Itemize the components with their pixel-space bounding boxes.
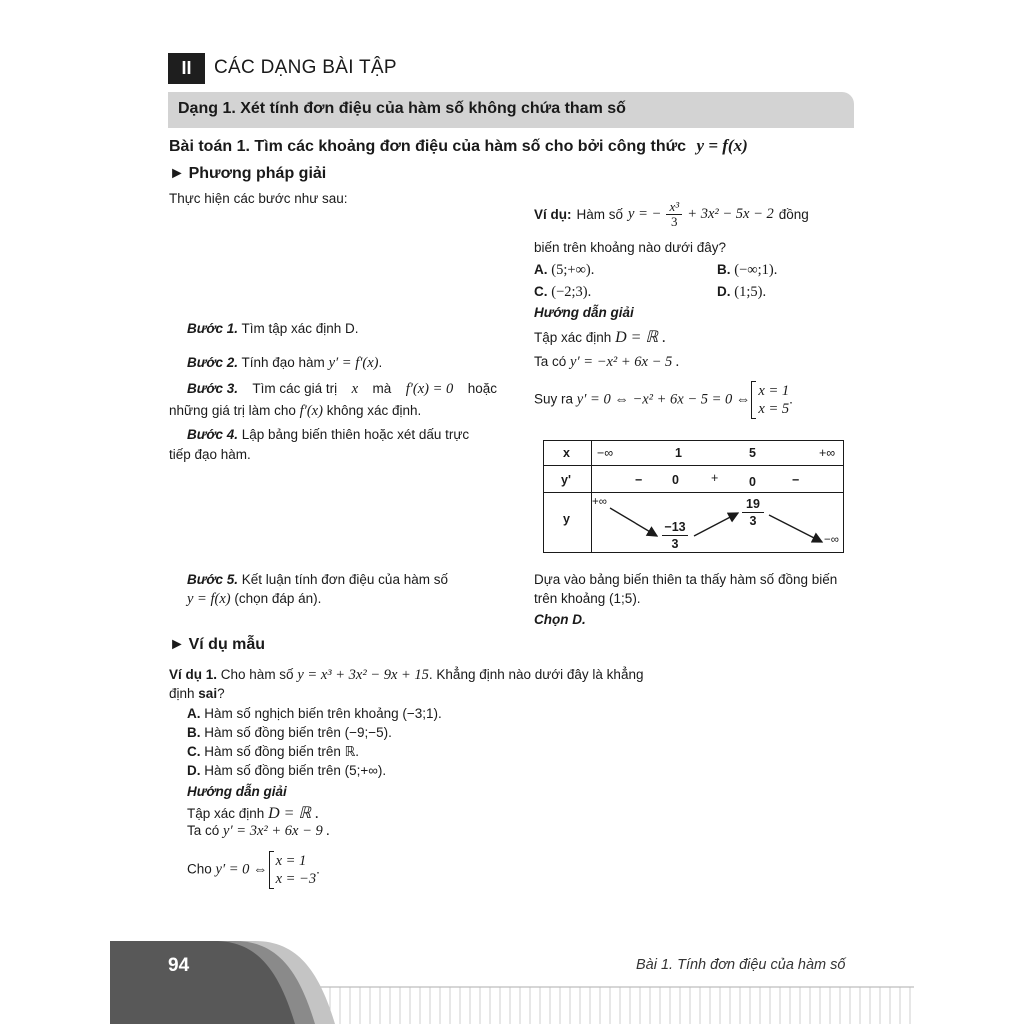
minimum-numerator: −13 bbox=[664, 520, 686, 534]
step-5-text: Kết luận tính đơn điệu của hàm số bbox=[241, 572, 448, 587]
option-c-label: C. bbox=[534, 284, 548, 299]
example-conclusion-2: trên khoảng (1;5). bbox=[534, 591, 641, 606]
sample-question bbox=[169, 667, 643, 684]
step-1-label: Bước 1. bbox=[187, 321, 238, 336]
step-4-label: Bước 4. bbox=[187, 427, 238, 442]
step-1 bbox=[187, 321, 359, 336]
root-2: x = 5 bbox=[758, 401, 790, 417]
table-x-neg-inf: −∞ bbox=[597, 446, 614, 460]
section-title: CÁC DẠNG BÀI TẬP bbox=[214, 57, 397, 78]
step-2-text: Tính đạo hàm bbox=[241, 355, 325, 370]
section-number-badge: II bbox=[168, 53, 205, 84]
example-domain-formula: D = ℝ . bbox=[615, 329, 667, 346]
maximum-denominator: 3 bbox=[749, 514, 757, 528]
step-2-label: Bước 2. bbox=[187, 355, 238, 370]
step-3-line2-text-b: không xác định. bbox=[326, 403, 422, 418]
example-fraction-numerator: x³ bbox=[669, 199, 680, 214]
minimum-denominator: 3 bbox=[671, 537, 679, 551]
method-heading-text: Phương pháp giải bbox=[188, 165, 327, 182]
example-text-a: Hàm số bbox=[576, 207, 624, 222]
example-fraction-denominator: 3 bbox=[671, 214, 678, 229]
step-5-formula: y = f(x) bbox=[187, 591, 231, 607]
root-1: x = 1 bbox=[758, 383, 790, 399]
step-3 bbox=[187, 381, 497, 398]
sample-text-a: Cho hàm số bbox=[220, 667, 294, 682]
sample-roots: Cho y′ = 0 ⇔x = 1 x = −3. bbox=[187, 853, 320, 887]
step-5-line-2 bbox=[187, 591, 321, 608]
table-yp-sign-3: − bbox=[792, 473, 800, 487]
triangle-right-icon: ► bbox=[169, 165, 185, 182]
method-heading bbox=[169, 165, 326, 183]
method-intro: Thực hiện các bước như sau: bbox=[169, 191, 348, 206]
sample-option-a-label: A. bbox=[187, 706, 201, 721]
option-a-label: A. bbox=[534, 262, 548, 277]
step-3-text-c: hoặc bbox=[467, 381, 497, 396]
example-label: Ví dụ: bbox=[534, 207, 572, 222]
sample-option-a bbox=[187, 706, 442, 721]
table-yp-zero-1: 0 bbox=[672, 473, 679, 487]
sample-label: Ví dụ 1. bbox=[169, 667, 218, 682]
table-yp-zero-2: 0 bbox=[749, 475, 756, 489]
example-solution-heading: Hướng dẫn giải bbox=[534, 305, 634, 320]
sample-root-2: x = −3 bbox=[275, 871, 317, 887]
option-a-value: (5;+∞). bbox=[551, 262, 595, 278]
option-c-value: (−2;3). bbox=[551, 284, 592, 300]
sample-option-b bbox=[187, 725, 392, 740]
sample-domain bbox=[187, 803, 319, 823]
sample-derivative-text: Ta có bbox=[187, 823, 220, 838]
sample-option-a-text: Hàm số nghịch biến trên khoảng (−3;1). bbox=[204, 706, 442, 721]
table-x-label: x bbox=[563, 446, 570, 460]
topic-title: Dạng 1. Xét tính đơn điệu của hàm số không chứa tham số bbox=[178, 100, 626, 117]
step-5-label: Bước 5. bbox=[187, 572, 238, 587]
example-roots-formula: y′ = 0 ⇔ −x² + 6x − 5 = 0 ⇔ bbox=[576, 391, 751, 408]
step-3-line2-text-a: những giá trị làm cho bbox=[169, 403, 296, 418]
example-derivative-text: Ta có bbox=[534, 354, 567, 369]
variation-arrows bbox=[544, 441, 843, 552]
step-4-line-2: tiếp đạo hàm. bbox=[169, 447, 251, 462]
example-option-c bbox=[534, 284, 591, 301]
example-derivative bbox=[534, 354, 680, 371]
example-formula-rest: + 3x² − 5x − 2 bbox=[687, 206, 774, 222]
step-4 bbox=[187, 427, 469, 442]
example-domain bbox=[534, 327, 666, 347]
system-bracket bbox=[751, 381, 756, 419]
sample-line2-c: ? bbox=[217, 686, 225, 701]
sample-formula: y = x³ + 3x² − 9x + 15 bbox=[297, 667, 429, 683]
variation-table bbox=[543, 440, 844, 553]
step-1-text: Tìm tập xác định D. bbox=[241, 321, 359, 336]
example-line-2: biến trên khoảng nào dưới đây? bbox=[534, 240, 727, 255]
maximum-numerator: 19 bbox=[746, 497, 760, 511]
table-yp-sign-2: + bbox=[711, 471, 719, 485]
step-5-line2-text: (chọn đáp án). bbox=[234, 591, 322, 606]
table-x-5: 5 bbox=[749, 446, 756, 460]
step-2-formula: y′ = f′(x) bbox=[328, 355, 379, 371]
example-option-b bbox=[717, 262, 777, 279]
sample-solution-heading: Hướng dẫn giải bbox=[187, 784, 287, 799]
sample-option-c-text: Hàm số đồng biến trên ℝ. bbox=[204, 744, 360, 759]
example-derivative-formula: y′ = −x² + 6x − 5 . bbox=[570, 354, 680, 370]
option-b-label: B. bbox=[717, 262, 731, 277]
sample-heading bbox=[169, 636, 265, 654]
table-y-start: +∞ bbox=[592, 496, 607, 508]
example-statement bbox=[534, 200, 809, 229]
chapter-title: Bài 1. Tính đơn điệu của hàm số bbox=[636, 957, 846, 973]
table-x-1: 1 bbox=[675, 446, 682, 460]
example-roots-text: Suy ra bbox=[534, 391, 574, 407]
step-3-label: Bước 3. bbox=[187, 381, 238, 396]
sample-line2-bold: sai bbox=[198, 686, 218, 701]
triangle-right-icon: ► bbox=[169, 636, 185, 653]
step-5 bbox=[187, 572, 448, 587]
decreasing-arrow-1 bbox=[610, 508, 657, 536]
example-conclusion-1: Dựa vào bảng biến thiên ta thấy hàm số đồng biến bbox=[534, 572, 838, 587]
table-y-label: y bbox=[563, 512, 570, 526]
table-y-end: −∞ bbox=[824, 534, 839, 546]
problem-title bbox=[169, 136, 748, 156]
step-3-text-a: Tìm các giá trị bbox=[252, 381, 338, 396]
sample-option-d bbox=[187, 763, 386, 778]
step-3-text-b: mà bbox=[372, 381, 392, 396]
decreasing-arrow-2 bbox=[769, 515, 822, 542]
table-x-pos-inf: +∞ bbox=[819, 446, 836, 460]
example-option-d bbox=[717, 284, 766, 301]
sample-text-b: . Khẳng định nào dưới đây là khẳng bbox=[428, 667, 644, 682]
sample-roots-stack bbox=[276, 852, 317, 888]
example-roots: Suy ra y′ = 0 ⇔ −x² + 6x − 5 = 0 ⇔x = 1 x = 5. bbox=[534, 383, 793, 417]
sample-heading-text: Ví dụ mẫu bbox=[188, 636, 266, 653]
table-yp-sign-1: − bbox=[635, 473, 643, 487]
example-roots-stack bbox=[758, 382, 789, 418]
increasing-arrow bbox=[694, 513, 738, 536]
sample-option-d-text: Hàm số đồng biến trên (5;+∞). bbox=[204, 763, 387, 778]
sample-domain-formula: D = ℝ . bbox=[268, 805, 320, 822]
sample-option-b-label: B. bbox=[187, 725, 201, 740]
example-answer: Chọn D. bbox=[534, 612, 586, 627]
problem-formula: y = f(x) bbox=[696, 136, 748, 155]
page-number: 94 bbox=[168, 955, 190, 976]
sample-option-d-label: D. bbox=[187, 763, 201, 778]
sample-roots-formula: y′ = 0 ⇔ bbox=[215, 861, 268, 878]
step-3-line-2 bbox=[169, 403, 421, 420]
sample-option-b-text: Hàm số đồng biến trên (−9;−5). bbox=[204, 725, 392, 740]
step-3-line2-formula: f′(x) bbox=[299, 403, 323, 419]
sample-domain-text: Tập xác định bbox=[187, 806, 265, 821]
example-option-a bbox=[534, 262, 594, 279]
problem-title-text: Bài toán 1. Tìm các khoảng đơn điệu của hàm số cho bởi công thức bbox=[169, 138, 687, 155]
system-bracket bbox=[269, 851, 274, 889]
option-d-value: (1;5). bbox=[734, 284, 767, 300]
option-b-value: (−∞;1). bbox=[734, 262, 778, 278]
sample-derivative-formula: y′ = 3x² + 6x − 9 . bbox=[223, 823, 330, 839]
sample-derivative bbox=[187, 823, 330, 840]
sample-root-1: x = 1 bbox=[275, 853, 307, 869]
example-fraction bbox=[666, 200, 682, 229]
option-d-label: D. bbox=[717, 284, 731, 299]
sample-line2-a: định bbox=[169, 686, 195, 701]
step-4-text: Lập bảng biến thiên hoặc xét dấu trực bbox=[241, 427, 470, 442]
step-2: Bước 2. Tính đạo hàm y′ = f′(x). bbox=[187, 355, 383, 371]
step-3-x: x bbox=[351, 381, 359, 397]
sample-option-c-label: C. bbox=[187, 744, 201, 759]
sample-question-line-2 bbox=[169, 686, 225, 701]
example-formula-y: y = − bbox=[628, 206, 662, 222]
table-yp-label: y' bbox=[561, 473, 571, 487]
sample-roots-text: Cho bbox=[187, 861, 212, 877]
step-3-formula: f′(x) = 0 bbox=[405, 381, 454, 397]
sample-option-c bbox=[187, 744, 359, 760]
example-text-b: đồng bbox=[778, 207, 809, 222]
footer-decoration bbox=[0, 935, 1024, 1024]
example-domain-text: Tập xác định bbox=[534, 330, 612, 345]
